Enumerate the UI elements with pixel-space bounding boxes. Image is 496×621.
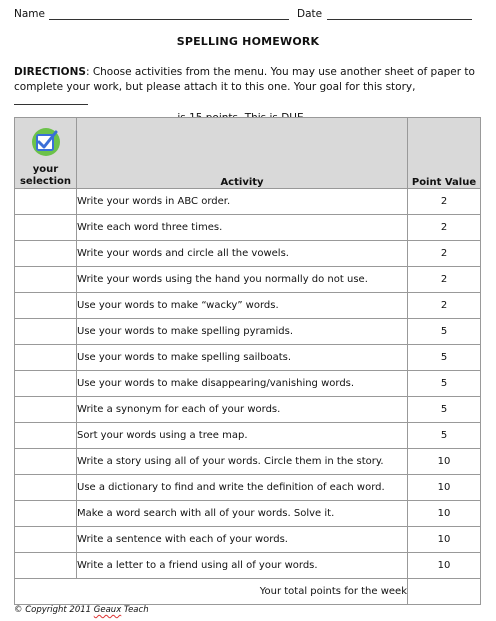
- goal-story-blank[interactable]: [14, 94, 88, 105]
- point-value-cell: 10: [408, 553, 481, 579]
- directions-label: DIRECTIONS: [14, 66, 86, 78]
- table-row: [15, 215, 481, 241]
- selection-cell[interactable]: [15, 293, 77, 319]
- activity-cell: Write each word three times.: [77, 215, 408, 241]
- table-row: [15, 293, 481, 319]
- selection-cell[interactable]: [15, 475, 77, 501]
- selection-cell[interactable]: [15, 501, 77, 527]
- activity-cell: Write a sentence with each of your words.: [77, 527, 408, 553]
- point-value-cell: 2: [408, 241, 481, 267]
- point-value-cell: 2: [408, 215, 481, 241]
- point-value-cell: 2: [408, 189, 481, 215]
- selection-cell[interactable]: [15, 345, 77, 371]
- selection-header-line1: your: [32, 164, 59, 175]
- selection-cell[interactable]: [15, 397, 77, 423]
- point-value-cell: 5: [408, 423, 481, 449]
- selection-cell[interactable]: [15, 189, 77, 215]
- selection-cell[interactable]: [15, 319, 77, 345]
- activity-cell: Use your words to make disappearing/vanishing words.: [77, 371, 408, 397]
- table-row: [15, 527, 481, 553]
- selection-cell[interactable]: [15, 423, 77, 449]
- activity-rows: [15, 189, 481, 579]
- activity-cell: Write your words in ABC order.: [77, 189, 408, 215]
- point-value-cell: 10: [408, 449, 481, 475]
- point-value-cell: 2: [408, 267, 481, 293]
- copyright-text: © Copyright 2011: [14, 605, 94, 615]
- selection-cell[interactable]: [15, 267, 77, 293]
- activity-cell: Use your words to make “wacky” words.: [77, 293, 408, 319]
- copyright-footer: [14, 605, 149, 615]
- table-row: [15, 319, 481, 345]
- date-label: Date: [297, 8, 323, 20]
- total-points-cell[interactable]: [408, 579, 481, 605]
- selection-cell[interactable]: [15, 527, 77, 553]
- name-field[interactable]: [49, 19, 289, 20]
- activity-cell: Write a synonym for each of your words.: [77, 397, 408, 423]
- name-label: Name: [14, 8, 45, 20]
- activity-cell: Use a dictionary to find and write the definition of each word.: [77, 475, 408, 501]
- activity-cell: Write a story using all of your words. Circle them in the story.: [77, 449, 408, 475]
- table-row: [15, 241, 481, 267]
- table-header-row: [15, 118, 481, 189]
- table-row: [15, 345, 481, 371]
- selection-column-header: [15, 118, 77, 189]
- selection-cell[interactable]: [15, 449, 77, 475]
- selection-cell[interactable]: [15, 553, 77, 579]
- point-value-cell: 10: [408, 501, 481, 527]
- directions: [14, 65, 482, 125]
- point-value-cell: 10: [408, 475, 481, 501]
- page-title: SPELLING HOMEWORK: [176, 35, 320, 48]
- activity-cell: Use your words to make spelling pyramids.: [77, 319, 408, 345]
- table-row: [15, 475, 481, 501]
- selection-cell[interactable]: [15, 241, 77, 267]
- selection-header-line2: selection: [19, 176, 72, 187]
- activity-cell: Use your words to make spelling sailboats.: [77, 345, 408, 371]
- points-column-header: Point Value: [408, 118, 481, 189]
- table-row: [15, 553, 481, 579]
- point-value-cell: 5: [408, 319, 481, 345]
- table-row: [15, 189, 481, 215]
- total-row: [15, 579, 481, 605]
- checkbox-check-icon: [30, 126, 62, 158]
- table-row: [15, 449, 481, 475]
- activity-cell: Sort your words using a tree map.: [77, 423, 408, 449]
- activity-cell: Make a word search with all of your words. Solve it.: [77, 501, 408, 527]
- table-row: [15, 267, 481, 293]
- point-value-cell: 2: [408, 293, 481, 319]
- activity-column-header: Activity: [77, 118, 408, 189]
- activity-menu-table: [14, 117, 481, 605]
- activity-cell: Write your words using the hand you normally do not use.: [77, 267, 408, 293]
- table-row: [15, 501, 481, 527]
- selection-cell[interactable]: [15, 215, 77, 241]
- brand-text: Geaux: [93, 605, 122, 615]
- brand-rest-text: Teach: [121, 605, 149, 615]
- table-row: [15, 423, 481, 449]
- date-field[interactable]: [327, 19, 472, 20]
- point-value-cell: 5: [408, 345, 481, 371]
- point-value-cell: 10: [408, 527, 481, 553]
- table-row: [15, 371, 481, 397]
- activity-cell: Write your words and circle all the vowels.: [77, 241, 408, 267]
- selection-cell[interactable]: [15, 371, 77, 397]
- activity-cell: Write a letter to a friend using all of your words.: [77, 553, 408, 579]
- directions-text-1: : Choose activities from the menu. You may use another sheet of paper to complete your work, but please attach it to this one. Your goal for this story,: [14, 66, 475, 93]
- total-label: Your total points for the week: [15, 579, 408, 605]
- point-value-cell: 5: [408, 397, 481, 423]
- point-value-cell: 5: [408, 371, 481, 397]
- table-row: [15, 397, 481, 423]
